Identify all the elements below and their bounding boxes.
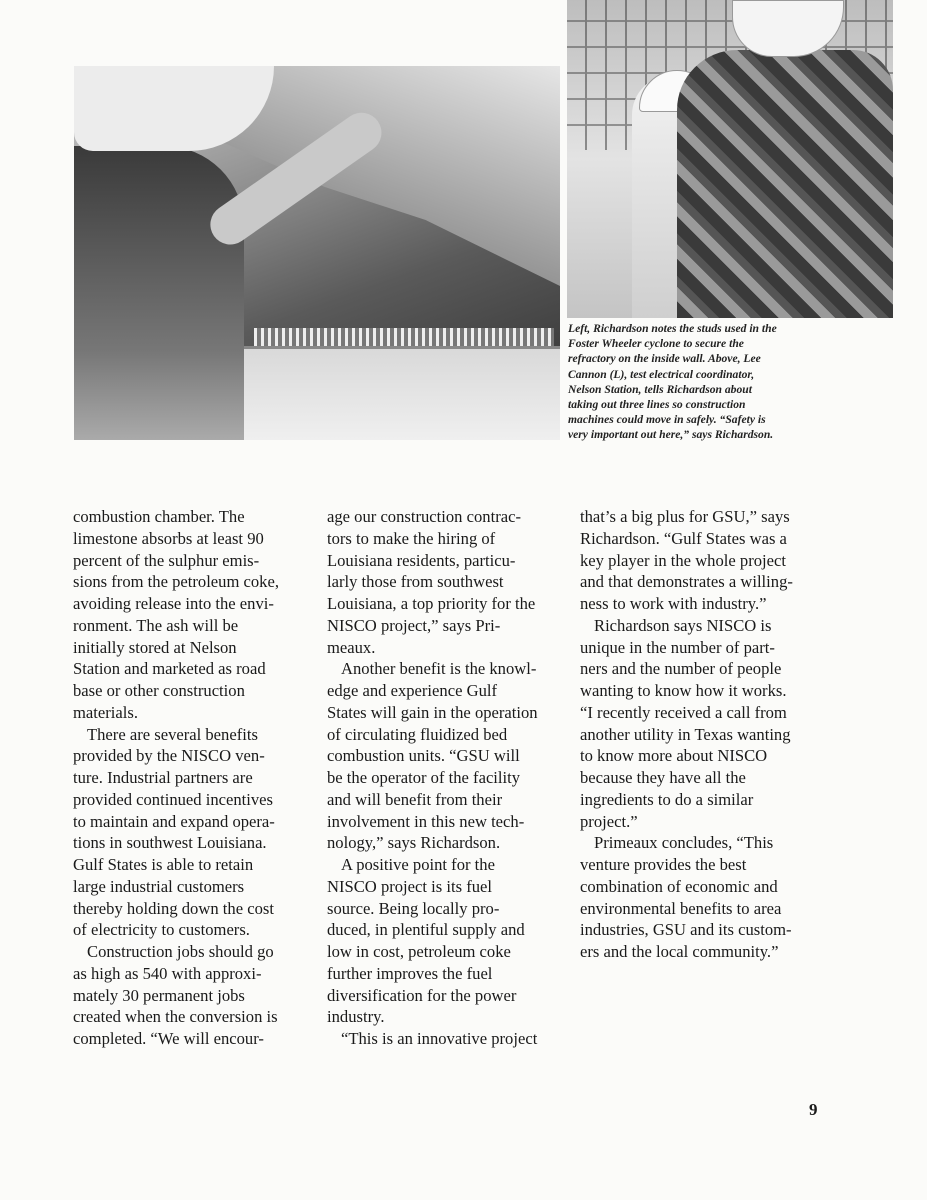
text-line: of circulating fluidized bed [327,724,508,744]
text-line: source. Being locally pro- [327,898,500,918]
text-line: and that demonstrates a willing- [580,572,793,592]
text-line: sions from the petroleum coke, [73,572,279,592]
text-line: combination of economic and [580,876,778,896]
text-line: materials. [73,702,138,722]
text-line: combustion units. “GSU will [327,746,520,766]
caption-line: Nelson Station, tells Richardson about [568,382,752,396]
text-line: tors to make the hiring of [327,528,496,548]
text-line: Gulf States is able to retain [73,855,254,874]
text-line: further improves the fuel [327,963,493,983]
text-line: initially stored at Nelson [73,637,237,657]
text-line: that’s a big plus for GSU,” says [580,507,790,526]
text-line: Richardson. “Gulf States was a [580,528,787,548]
text-line: and will benefit from their [327,789,503,809]
text-line: edge and experience Gulf [327,681,497,700]
caption-line: Cannon (L), test electrical coordinator, [568,367,755,381]
cyclone-wall [194,346,560,440]
text-line: NISCO project,” says Pri- [327,615,501,635]
text-line: provided continued incentives [73,789,273,809]
caption-line: refractory on the inside wall. Above, Lee [568,352,761,366]
text-line: percent of the sulphur emis- [73,550,260,570]
text-line: ers and the local community.” [580,942,779,961]
text-line: base or other construction [73,681,245,700]
text-line: Louisiana, a top priority for the [327,594,536,613]
caption-line: very important out here,” says Richardson. [568,428,774,442]
photo-cannon-richardson-substation [567,0,893,318]
text-line: diversification for the power [327,985,517,1005]
text-line: Louisiana residents, particu- [327,550,516,570]
text-line: as high as 540 with approxi- [73,963,262,983]
text-line: meaux. [327,637,376,657]
text-line: unique in the number of part- [580,637,775,657]
text-line: ronment. The ash will be [73,615,239,635]
text-line: environmental benefits to area [580,898,782,918]
text-line: key player in the whole project [580,550,786,570]
text-line: ture. Industrial partners are [73,768,253,787]
text-line: provided by the NISCO ven- [73,746,265,766]
text-line: Another benefit is the knowl- [341,659,537,679]
photo-caption [568,321,818,443]
caption-line: machines could move in safely. “Safety is [568,413,766,427]
text-line: combustion chamber. The [73,507,245,526]
text-line: tions in southwest Louisiana. [73,833,267,853]
text-line: completed. “We will encour- [73,1029,264,1048]
text-column-2 [327,506,567,1050]
text-line: ners and the number of people [580,659,782,679]
person-richardson [74,146,244,440]
text-line: Richardson says NISCO is [594,615,772,635]
text-line: thereby holding down the cost [73,898,274,918]
text-line: wanting to know how it works. [580,681,787,700]
text-line: age our construction contrac- [327,507,521,526]
text-line: to maintain and expand opera- [73,811,275,831]
text-line: to know more about NISCO [580,746,768,766]
text-line: There are several benefits [87,724,258,744]
text-line: larly those from southwest [327,572,504,592]
text-line: involvement in this new tech- [327,811,525,831]
text-line: nology,” says Richardson. [327,833,501,853]
text-line: low in cost, petroleum coke [327,942,511,961]
photo-richardson-cyclone-studs [74,66,560,440]
text-line: large industrial customers [73,876,245,896]
text-line: States will gain in the operation [327,702,538,722]
text-line: Station and marketed as road [73,659,266,679]
text-line: industries, GSU and its custom- [580,920,792,940]
text-column-3 [580,506,820,963]
caption-line: Left, Richardson notes the studs used in the [568,322,777,335]
text-line: another utility in Texas wanting [580,724,791,744]
text-line: because they have all the [580,768,746,787]
text-line: industry. [327,1007,385,1027]
page-number: 9 [809,1100,818,1119]
caption-line: taking out three lines so construction [568,398,746,412]
caption-line: Foster Wheeler cyclone to secure the [568,337,744,351]
text-line: ness to work with industry.” [580,594,767,613]
text-line: venture provides the best [580,855,747,874]
text-line: “I recently received a call from [580,702,787,722]
person-richardson [677,50,893,318]
text-line: avoiding release into the envi- [73,594,274,613]
text-line: be the operator of the facility [327,768,521,787]
text-line: duced, in plentiful supply and [327,920,525,940]
text-line: Primeaux concludes, “This [594,833,774,853]
text-line: project.” [580,811,638,831]
text-column-1 [73,506,313,1050]
text-line: Construction jobs should go [87,942,274,961]
text-line: created when the conversion is [73,1007,278,1027]
text-line: mately 30 permanent jobs [73,985,245,1005]
text-line: ingredients to do a similar [580,789,754,809]
text-line: A positive point for the [341,855,495,874]
text-line: “This is an innovative project [341,1029,538,1048]
text-line: NISCO project is its fuel [327,876,492,896]
text-line: of electricity to customers. [73,920,250,940]
text-line: limestone absorbs at least 90 [73,528,264,548]
